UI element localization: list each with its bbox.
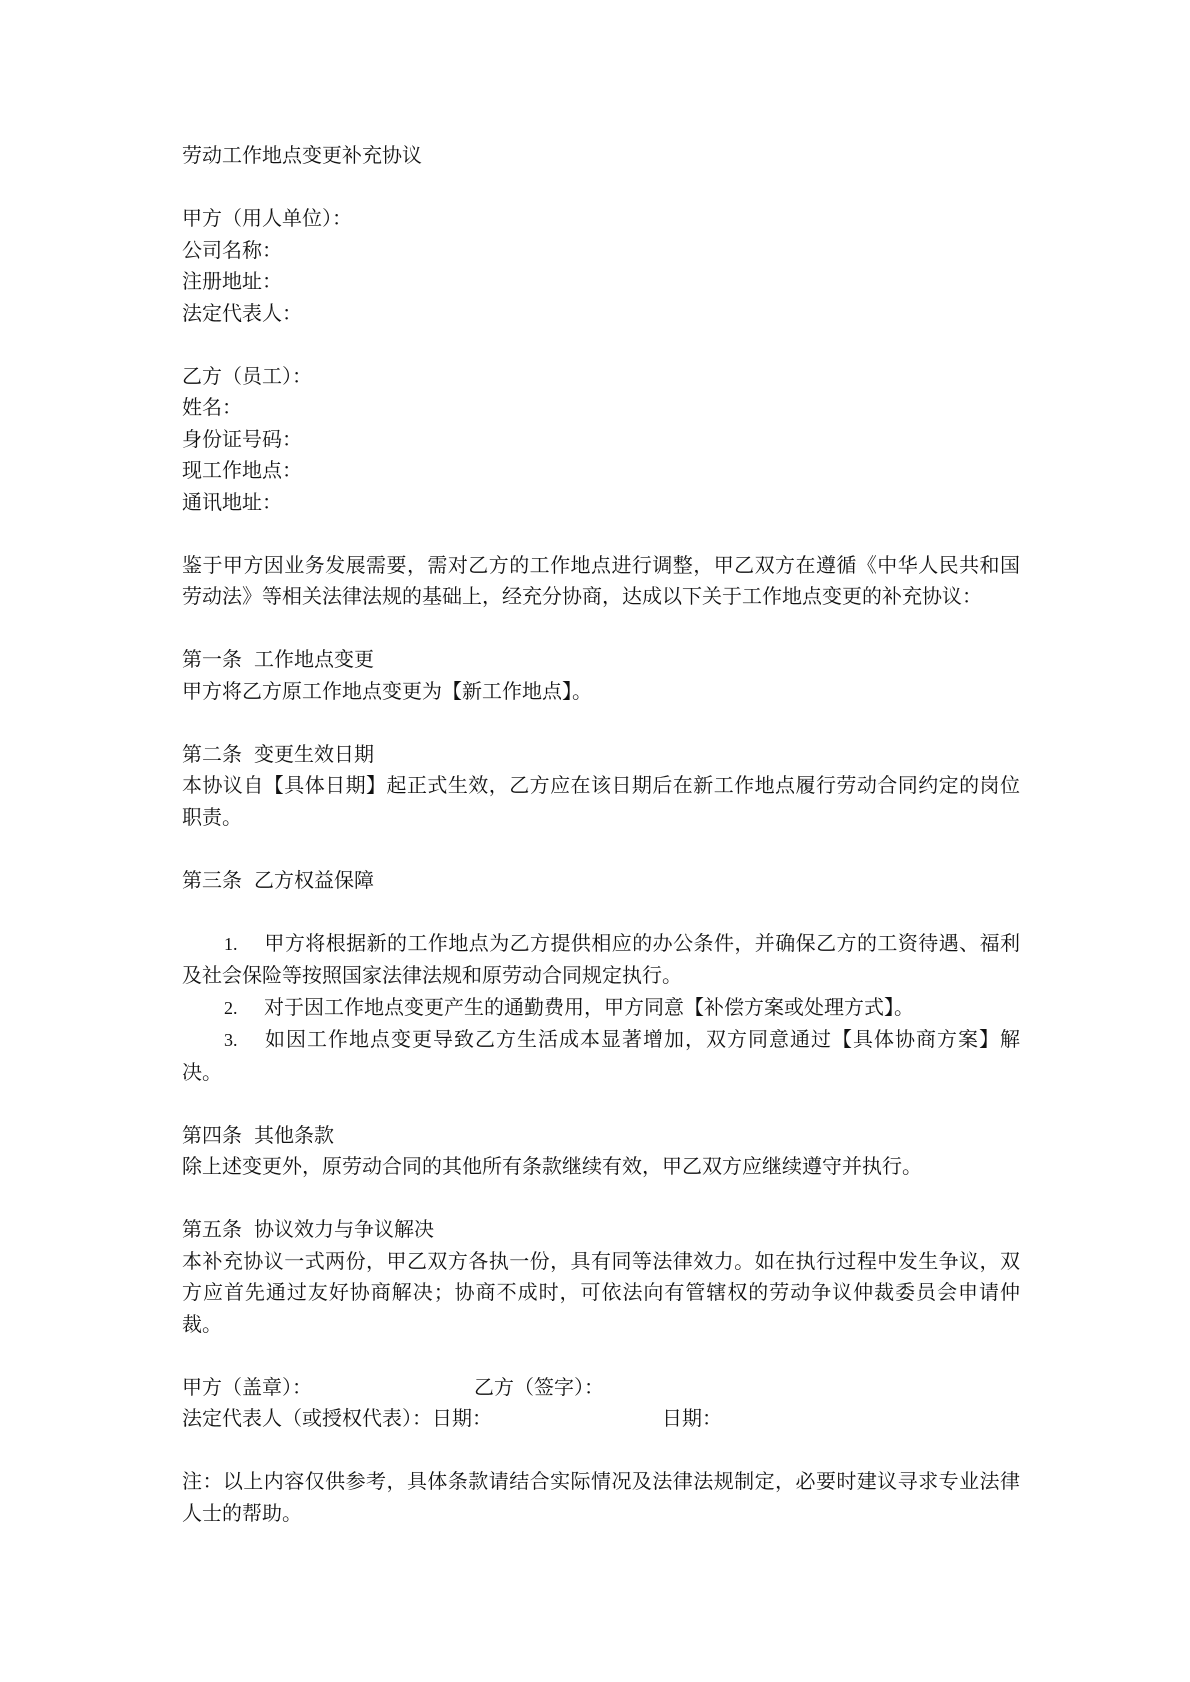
party-a-seal-label: 甲方（盖章）： xyxy=(182,1374,312,1399)
article-2-number: 第二条 xyxy=(182,741,242,766)
article-4-body: 除上述变更外，原劳动合同的其他所有条款继续有效，甲乙双方应继续遵守并执行。 xyxy=(182,1154,922,1178)
article-5 xyxy=(182,1214,1020,1340)
article-2-body: 本协议自【具体日期】起正式生效，乙方应在该日期后在新工作地点履行劳动合同约定的岗位职责。 xyxy=(182,773,1020,829)
list-item xyxy=(182,928,1020,992)
list-item-text: 如因工作地点变更导致乙方生活成本显著增加，双方同意通过【具体协商方案】解决。 xyxy=(182,1027,1020,1084)
party-a-registered-address-field: 注册地址： xyxy=(182,269,282,293)
signature-block xyxy=(182,1372,1020,1435)
preamble-paragraph: 鉴于甲方因业务发展需要，需对乙方的工作地点进行调整，甲乙双方在遵循《中华人民共和国劳动法》等相关法律法规的基础上，经充分协商，达成以下关于工作地点变更的补充协议： xyxy=(182,552,1020,608)
party-b-section xyxy=(182,361,1020,519)
document-title: 劳动工作地点变更补充协议 xyxy=(182,143,422,167)
legal-rep-label: 法定代表人（或授权代表）： xyxy=(182,1406,432,1430)
article-3-number: 第三条 xyxy=(182,867,242,892)
party-b-id-number-field: 身份证号码： xyxy=(182,426,302,451)
article-5-number: 第五条 xyxy=(182,1217,242,1241)
article-2 xyxy=(182,739,1020,834)
party-a-legal-representative-field: 法定代表人： xyxy=(182,300,302,325)
signature-row-dates xyxy=(182,1403,1020,1435)
article-1 xyxy=(182,644,1020,707)
article-2-heading xyxy=(182,739,1020,771)
article-3-heading xyxy=(182,865,1020,897)
party-b-mailing-address-field: 通讯地址： xyxy=(182,489,282,514)
signature-row-parties xyxy=(182,1372,1020,1404)
article-1-body: 甲方将乙方原工作地点变更为【新工作地点】。 xyxy=(182,678,592,703)
list-item xyxy=(182,1024,1020,1088)
article-1-number: 第一条 xyxy=(182,647,242,671)
article-4-number: 第四条 xyxy=(182,1122,242,1147)
article-3-title: 乙方权益保障 xyxy=(254,867,374,892)
party-b-sign-label: 乙方（签字）： xyxy=(474,1374,604,1399)
article-4 xyxy=(182,1120,1020,1183)
party-a-section xyxy=(182,203,1020,329)
party-a-date-label: 日期： xyxy=(432,1406,492,1430)
article-4-heading xyxy=(182,1120,1020,1152)
article-3-list xyxy=(182,928,1020,1089)
article-5-heading xyxy=(182,1214,1020,1246)
party-a-heading: 甲方（用人单位）： xyxy=(182,206,352,230)
article-5-body: 本补充协议一式两份，甲乙双方各执一份，具有同等法律效力。如在执行过程中发生争议，双方应首先通过友好协商解决；协商不成时，可依法向有管辖权的劳动争议仲裁委员会申请仲裁。 xyxy=(182,1248,1020,1336)
party-b-current-workplace-field: 现工作地点： xyxy=(182,458,302,482)
disclaimer-note: 注：以上内容仅供参考，具体条款请结合实际情况及法律法规制定，必要时建议寻求专业法律人士的帮助。 xyxy=(182,1469,1020,1525)
article-4-title: 其他条款 xyxy=(254,1122,334,1147)
article-1-heading xyxy=(182,644,1020,676)
article-1-title: 工作地点变更 xyxy=(254,647,374,671)
document-page xyxy=(182,140,1020,1529)
party-b-name-field: 姓名： xyxy=(182,395,242,419)
list-item-text: 对于因工作地点变更产生的通勤费用，甲方同意【补偿方案或处理方式】。 xyxy=(264,994,914,1019)
article-3 xyxy=(182,865,1020,1089)
party-a-company-name-field: 公司名称： xyxy=(182,237,282,262)
list-item-number: 2. xyxy=(224,997,238,1018)
list-item xyxy=(182,992,1020,1025)
article-5-title: 协议效力与争议解决 xyxy=(254,1217,434,1241)
party-b-date-label: 日期： xyxy=(662,1406,722,1430)
list-item-number: 3. xyxy=(224,1030,238,1050)
list-item-number: 1. xyxy=(224,933,238,954)
list-item-text: 甲方将根据新的工作地点为乙方提供相应的办公条件，并确保乙方的工资待遇、福利及社会保险等按照国家法律法规和原劳动合同规定执行。 xyxy=(182,930,1020,987)
party-b-heading: 乙方（员工）： xyxy=(182,363,312,388)
article-2-title: 变更生效日期 xyxy=(254,741,374,766)
